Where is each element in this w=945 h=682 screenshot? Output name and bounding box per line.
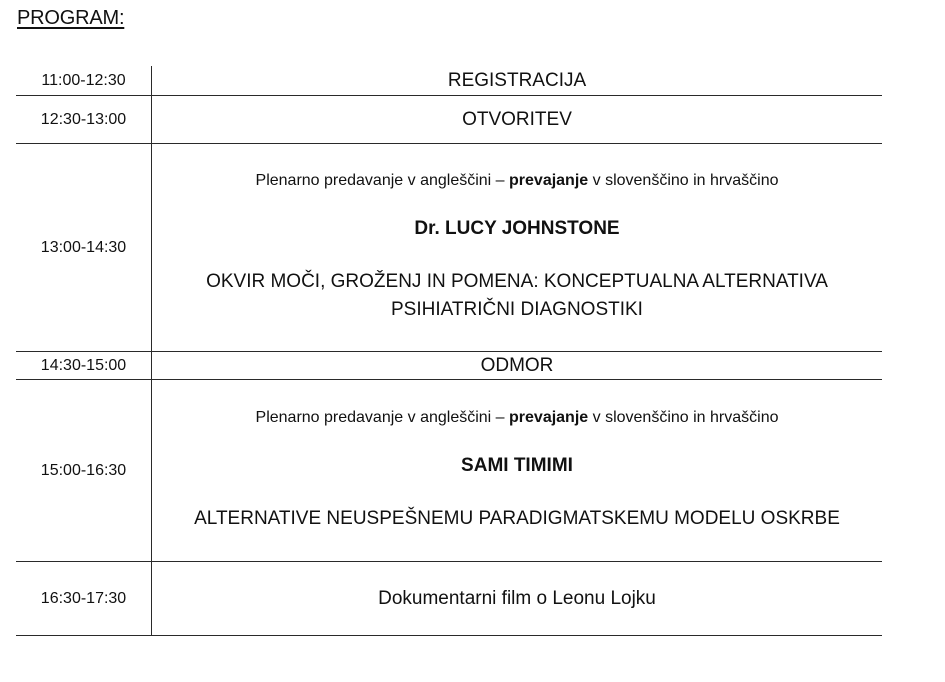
session-cell — [152, 96, 882, 143]
session-cell — [152, 144, 882, 351]
time-cell: 15:00-16:30 — [16, 380, 152, 561]
intro-text: Plenarno predavanje v angleščini – — [255, 171, 510, 189]
time-cell: 13:00-14:30 — [16, 144, 152, 351]
session-title: REGISTRACIJA — [447, 69, 587, 91]
time-cell: 16:30-17:30 — [16, 562, 152, 635]
intro-bold-text: prevajanje — [509, 408, 589, 426]
speaker-name: Dr. LUCY JOHNSTONE — [414, 217, 620, 239]
talk-title — [206, 268, 828, 324]
talk-title-line: PSIHIATRIČNI DIAGNOSTIKI — [391, 298, 643, 320]
table-row — [16, 66, 882, 96]
program-heading: PROGRAM: — [17, 7, 125, 29]
time-cell: 11:00-12:30 — [16, 66, 152, 95]
table-row — [16, 562, 882, 636]
session-cell — [152, 352, 882, 379]
session-title: OTVORITEV — [462, 108, 572, 130]
talk-title-line: OKVIR MOČI, GROŽENJ IN POMENA: KONCEPTUALNA ALTERNATIVA — [206, 270, 828, 292]
table-row — [16, 352, 882, 380]
session-cell — [152, 66, 882, 95]
talk-title-line: ALTERNATIVE NEUSPEŠNEMU PARADIGMATSKEMU MODELU OSKRBE — [194, 507, 840, 529]
time-cell: 14:30-15:00 — [16, 352, 152, 379]
lecture-intro — [256, 172, 779, 190]
talk-title — [194, 505, 840, 533]
table-row — [16, 144, 882, 352]
intro-text: v slovenščino in hrvaščino — [588, 408, 779, 426]
time-cell: 12:30-13:00 — [16, 96, 152, 143]
speaker-name: SAMI TIMIMI — [461, 454, 573, 476]
intro-text: v slovenščino in hrvaščino — [588, 171, 779, 189]
table-row — [16, 380, 882, 562]
session-cell — [152, 562, 882, 635]
session-cell — [152, 380, 882, 561]
table-row — [16, 96, 882, 144]
program-table — [16, 66, 882, 636]
lecture-intro — [256, 409, 779, 427]
intro-text: Plenarno predavanje v angleščini – — [255, 408, 510, 426]
intro-bold-text: prevajanje — [509, 171, 589, 189]
session-title: ODMOR — [480, 354, 554, 376]
session-title: Dokumentarni film o Leonu Lojku — [378, 587, 656, 609]
